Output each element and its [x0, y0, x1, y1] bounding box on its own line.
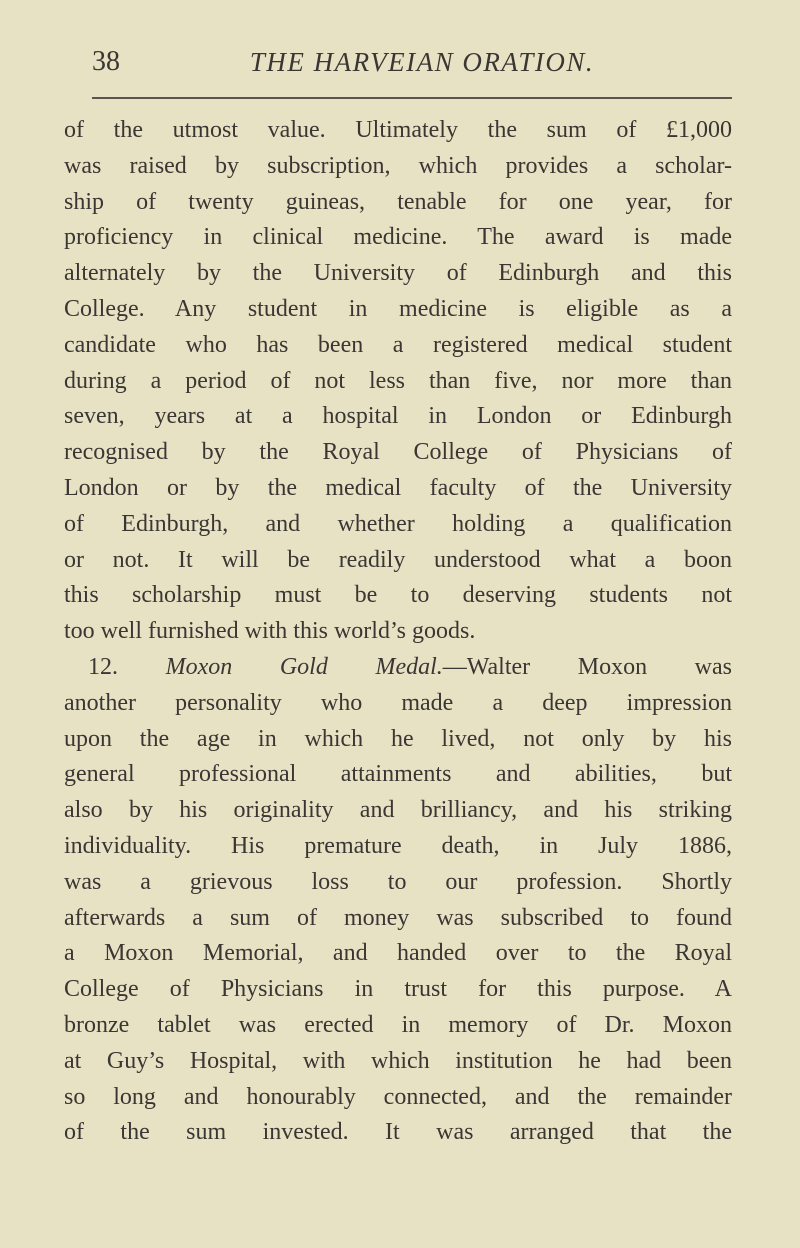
- section-number: 12.: [88, 653, 118, 680]
- section-heading: Moxon Gold Medal.: [165, 653, 443, 680]
- text-line: also by his originality and brilliancy, and his striking: [64, 797, 732, 824]
- body-text: [64, 113, 732, 1151]
- text-line: individuality. His premature death, in July 1886,: [64, 832, 732, 859]
- text-line: College of Physicians in trust for this purpose. A: [64, 976, 732, 1003]
- text-line: or not. It will be readily understood what a boon: [64, 546, 732, 573]
- section-heading-line: [64, 650, 732, 686]
- header-rule: [92, 97, 732, 99]
- text-line: proficiency in clinical medicine. The award is made: [64, 224, 732, 251]
- running-title: THE HARVEIAN ORATION.: [249, 47, 595, 77]
- text-line: was a grievous loss to our profession. Shortly: [64, 868, 732, 895]
- text-line: ship of twenty guineas, tenable for one year, for: [64, 188, 732, 215]
- section-heading-rest: —Walter Moxon was: [442, 653, 732, 680]
- text-line: a Moxon Memorial, and handed over to the Royal: [64, 940, 732, 967]
- text-line: too well furnished with this world’s goods.: [64, 618, 476, 645]
- text-line: seven, years at a hospital in London or Edinburgh: [64, 403, 732, 430]
- text-line: afterwards a sum of money was subscribed to found: [64, 904, 732, 931]
- text-line: of the sum invested. It was arranged that the: [64, 1119, 732, 1146]
- text-line: general professional attainments and abilities, but: [64, 761, 732, 788]
- text-line: of Edinburgh, and whether holding a qualification: [64, 510, 732, 537]
- text-line: was raised by subscription, which provides a scholar-: [64, 152, 732, 179]
- text-line: recognised by the Royal College of Physicians of: [64, 439, 732, 466]
- text-line: this scholarship must be to deserving students not: [64, 582, 732, 609]
- text-line: upon the age in which he lived, not only by his: [64, 725, 732, 752]
- page-header: [92, 42, 732, 82]
- text-line: London or by the medical faculty of the University: [64, 474, 732, 501]
- text-line: candidate who has been a registered medical student: [64, 331, 732, 358]
- text-line: at Guy’s Hospital, with which institution he had been: [64, 1047, 732, 1074]
- text-line: so long and honourably connected, and the remainder: [64, 1083, 732, 1110]
- paragraph-scholarship: [64, 113, 732, 650]
- text-line: of the utmost value. Ultimately the sum of £1,000: [64, 117, 732, 143]
- text-line: during a period of not less than five, nor more than: [64, 367, 732, 394]
- text-line: another personality who made a deep impression: [64, 689, 732, 716]
- text-line: bronze tablet was erected in memory of Dr. Moxon: [64, 1011, 732, 1038]
- page-number: 38: [92, 46, 120, 77]
- paragraph-moxon-medal: [64, 650, 732, 1151]
- text-line: College. Any student in medicine is eligible as a: [64, 295, 732, 322]
- text-line: alternately by the University of Edinburgh and this: [64, 260, 732, 287]
